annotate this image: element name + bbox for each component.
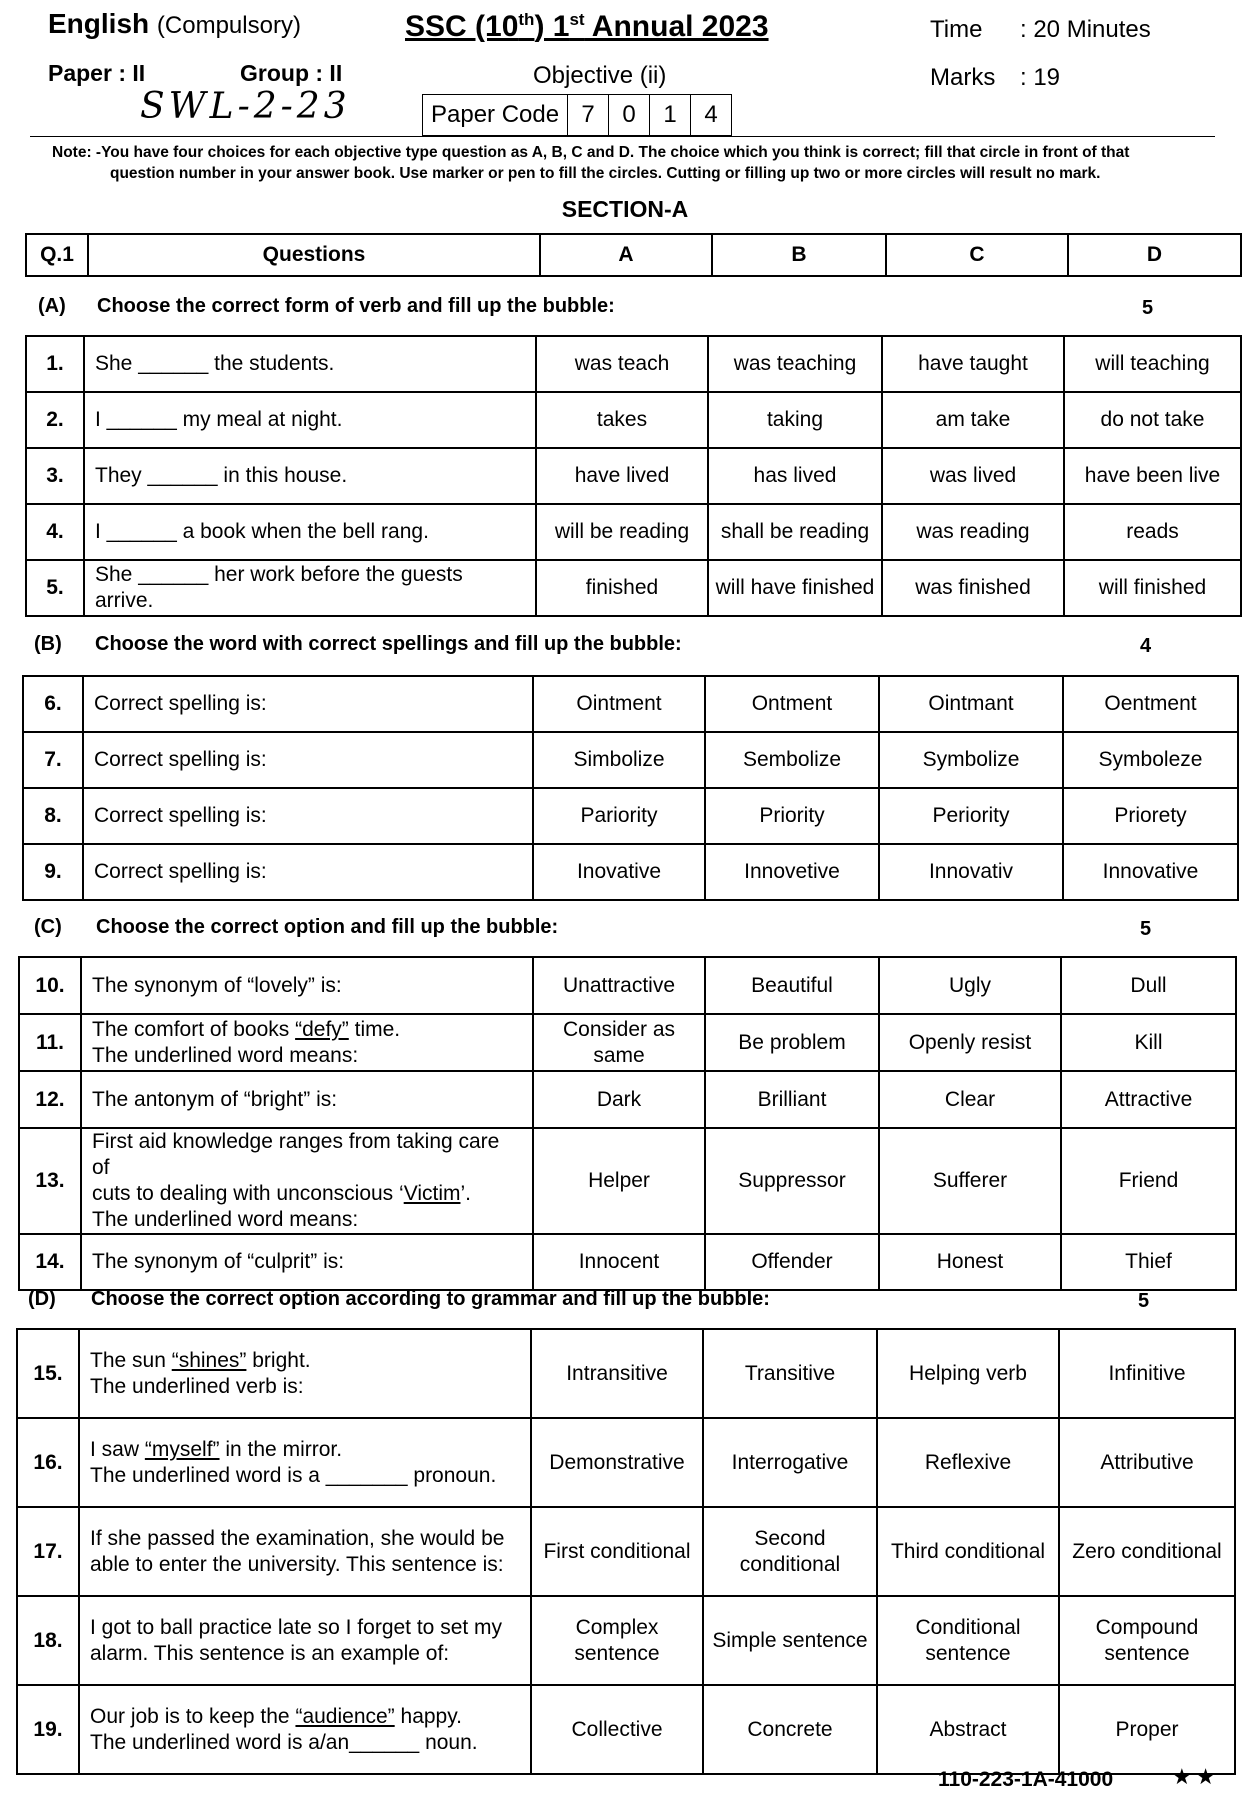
time-line [930, 16, 1151, 44]
option-d: Attractive [1061, 1071, 1236, 1128]
option-c: Clear [879, 1071, 1061, 1128]
option-b: Offender [705, 1234, 879, 1290]
option-c: Periority [879, 788, 1063, 844]
option-a: Helper [533, 1128, 705, 1234]
option-b: Beautiful [705, 957, 879, 1014]
option-c: Third conditional [877, 1507, 1059, 1596]
question-line [90, 1437, 520, 1463]
option-b: Interrogative [703, 1418, 877, 1507]
option-b: has lived [708, 448, 882, 504]
option-c: Abstract [877, 1685, 1059, 1774]
subject-name: English [48, 8, 150, 39]
option-c: was reading [882, 504, 1064, 560]
text-span: The comfort of books [92, 1017, 296, 1041]
option-b: Innovetive [705, 844, 879, 900]
question-text [79, 1507, 531, 1596]
question-text: They ______ in this house. [84, 448, 536, 504]
question-text [79, 1329, 531, 1418]
option-c: Ugly [879, 957, 1061, 1014]
title-sup-th: th [518, 10, 535, 29]
underlined-word: “myself” [144, 1437, 220, 1461]
section-title: SECTION-A [561, 196, 689, 222]
option-c: was finished [882, 560, 1064, 616]
option-c: Ointmant [879, 676, 1063, 732]
option-b-header: B [712, 234, 886, 276]
question-text [79, 1596, 531, 1685]
option-a: Complex sentence [531, 1596, 703, 1685]
section-c-table [18, 956, 1237, 1291]
question-row [23, 844, 1238, 900]
section-b-marks: 4 [1140, 635, 1152, 657]
question-text: I ______ my meal at night. [84, 392, 536, 448]
paper-code-digit: 7 [568, 95, 609, 136]
option-d: Friend [1061, 1128, 1236, 1234]
time-value: : 20 Minutes [1020, 16, 1151, 43]
option-a: Demonstrative [531, 1418, 703, 1507]
option-c: Honest [879, 1234, 1061, 1290]
note-line-1: Note: -You have four choices for each objective type question as A, B, C and D. The choice which you think is correct; fill that circle in front of that [52, 144, 1130, 161]
option-b: Priority [705, 788, 879, 844]
option-d: Proper [1059, 1685, 1235, 1774]
text-span: The sun [90, 1348, 172, 1372]
question-number: 1. [26, 336, 84, 392]
column-header-table [25, 233, 1242, 277]
question-number: 17. [17, 1507, 79, 1596]
question-text: The synonym of “lovely” is: [81, 957, 533, 1014]
option-a: finished [536, 560, 708, 616]
option-b: will have finished [708, 560, 882, 616]
text-span: happy. [394, 1704, 463, 1728]
question-number: 9. [23, 844, 83, 900]
question-number: 10. [19, 957, 81, 1014]
option-b: Ontment [705, 676, 879, 732]
question-line [92, 1017, 522, 1043]
option-b: Brilliant [705, 1071, 879, 1128]
question-text: Correct spelling is: [83, 732, 533, 788]
option-b: Suppressor [705, 1128, 879, 1234]
option-b: Transitive [703, 1329, 877, 1418]
option-c: Symbolize [879, 732, 1063, 788]
question-row [17, 1329, 1235, 1418]
question-number: 8. [23, 788, 83, 844]
title-sup-st: st [569, 10, 585, 29]
option-d: Dull [1061, 957, 1236, 1014]
option-c: Sufferer [879, 1128, 1061, 1234]
option-b: Be problem [705, 1014, 879, 1071]
option-d: Innovative [1063, 844, 1238, 900]
option-d: reads [1064, 504, 1241, 560]
section-c-instruction: Choose the correct option and fill up the bubble: [96, 916, 559, 938]
question-number: 4. [26, 504, 84, 560]
option-d: Thief [1061, 1234, 1236, 1290]
q1-header: Q.1 [26, 234, 88, 276]
handwritten-note: SWL-2-23 [140, 86, 351, 127]
option-c: Openly resist [879, 1014, 1061, 1071]
option-a: Inovative [533, 844, 705, 900]
section-a-label: (A) [38, 295, 66, 317]
question-row [19, 957, 1236, 1014]
paper-label: Paper : II [48, 60, 146, 86]
question-number: 6. [23, 676, 83, 732]
paper-code-label: Paper Code [423, 95, 568, 136]
question-text: She ______ the students. [84, 336, 536, 392]
text-span: Our job is to keep the [90, 1704, 296, 1728]
question-row [26, 392, 1241, 448]
option-a: have lived [536, 448, 708, 504]
question-number: 2. [26, 392, 84, 448]
question-number: 15. [17, 1329, 79, 1418]
question-row [17, 1596, 1235, 1685]
title-mid: ) 1 [534, 10, 570, 43]
section-c-marks: 5 [1140, 918, 1152, 940]
option-a: was teach [536, 336, 708, 392]
option-a: Pariority [533, 788, 705, 844]
question-row [26, 336, 1241, 392]
option-a-header: A [540, 234, 712, 276]
section-b-table [22, 675, 1239, 901]
option-b: shall be reading [708, 504, 882, 560]
question-text [79, 1685, 531, 1774]
question-text: Correct spelling is: [83, 676, 533, 732]
question-text: Correct spelling is: [83, 844, 533, 900]
question-row [19, 1071, 1236, 1128]
section-d-instruction: Choose the correct option according to grammar and fill up the bubble: [91, 1288, 770, 1310]
question-row [17, 1418, 1235, 1507]
question-row [26, 448, 1241, 504]
question-row [26, 560, 1241, 616]
question-row [23, 676, 1238, 732]
question-line: The underlined word means: [92, 1208, 359, 1231]
option-a: Simbolize [533, 732, 705, 788]
question-row [23, 788, 1238, 844]
question-line: The underlined word is a/an______ noun. [90, 1730, 478, 1754]
option-d: do not take [1064, 392, 1241, 448]
question-text: She ______ her work before the guests arrive. [84, 560, 536, 616]
note-line-2: question number in your answer book. Use marker or pen to fill the circles. Cutting or filling up two or more circles will result no mark. [110, 165, 1101, 182]
option-a: Consider as same [533, 1014, 705, 1071]
title-post: Annual 2023 [584, 10, 769, 43]
option-c: Conditional sentence [877, 1596, 1059, 1685]
section-b-instruction: Choose the word with correct spellings and fill up the bubble: [95, 633, 682, 655]
text-span: time. [348, 1017, 401, 1041]
option-c: Reflexive [877, 1418, 1059, 1507]
text-span: ’. [460, 1182, 471, 1205]
question-text: The synonym of “culprit” is: [81, 1234, 533, 1290]
group-label: Group : II [240, 60, 343, 86]
question-line: The underlined verb is: [90, 1374, 304, 1398]
header-divider [30, 136, 1215, 137]
option-b: was teaching [708, 336, 882, 392]
objective-label: Objective (ii) [533, 62, 667, 89]
option-d: will finished [1064, 560, 1241, 616]
option-c-header: C [886, 234, 1068, 276]
question-number: 7. [23, 732, 83, 788]
text-span: cuts to dealing with unconscious ‘ [92, 1182, 404, 1205]
question-number: 5. [26, 560, 84, 616]
underlined-word: “shines” [171, 1348, 247, 1372]
paper-code-digit: 4 [691, 95, 732, 136]
paper-code-box [422, 94, 732, 136]
question-text [81, 1128, 533, 1234]
exam-title [405, 10, 769, 44]
question-number: 18. [17, 1596, 79, 1685]
question-row [26, 504, 1241, 560]
question-line: able to enter the university. This sentence is: [90, 1552, 504, 1576]
title-pre: SSC (10 [405, 10, 519, 43]
section-c-label: (C) [34, 916, 62, 938]
question-number: 14. [19, 1234, 81, 1290]
option-d: will teaching [1064, 336, 1241, 392]
text-span: in the mirror. [219, 1437, 343, 1461]
question-text: I ______ a book when the bell rang. [84, 504, 536, 560]
section-a-marks: 5 [1142, 297, 1154, 319]
subject-title [48, 8, 301, 40]
option-c: was lived [882, 448, 1064, 504]
option-d: have been live [1064, 448, 1241, 504]
option-d: Infinitive [1059, 1329, 1235, 1418]
question-line: The underlined word means: [92, 1043, 359, 1067]
option-b: taking [708, 392, 882, 448]
paper-code-digit: 0 [609, 95, 650, 136]
question-row [17, 1507, 1235, 1596]
option-d: Symboleze [1063, 732, 1238, 788]
footer-code: 110-223-1A-41000 [938, 1768, 1114, 1791]
option-d: Zero conditional [1059, 1507, 1235, 1596]
paper-code-digit: 1 [650, 95, 691, 136]
option-d-header: D [1068, 234, 1241, 276]
question-row [19, 1014, 1236, 1071]
section-d-label: (D) [28, 1288, 56, 1310]
section-d-table [16, 1328, 1236, 1775]
underlined-word: Victim [403, 1182, 461, 1205]
question-line: If she passed the examination, she would be [90, 1526, 505, 1550]
question-line [90, 1348, 520, 1374]
option-b: Simple sentence [703, 1596, 877, 1685]
question-line [90, 1704, 520, 1730]
question-line [92, 1181, 522, 1207]
question-line: The underlined word is a _______ pronoun. [90, 1463, 497, 1487]
instructions-note [52, 142, 1222, 184]
section-b-label: (B) [34, 633, 62, 655]
question-row [19, 1234, 1236, 1290]
option-c: Helping verb [877, 1329, 1059, 1418]
option-c: have taught [882, 336, 1064, 392]
option-a: Intransitive [531, 1329, 703, 1418]
question-number: 19. [17, 1685, 79, 1774]
section-d-marks: 5 [1138, 1290, 1150, 1312]
option-b: Concrete [703, 1685, 877, 1774]
option-d: Compound sentence [1059, 1596, 1235, 1685]
question-row [17, 1685, 1235, 1774]
question-number: 12. [19, 1071, 81, 1128]
option-d: Attributive [1059, 1418, 1235, 1507]
option-a: First conditional [531, 1507, 703, 1596]
option-a: takes [536, 392, 708, 448]
question-line: I got to ball practice late so I forget to set my [90, 1615, 503, 1639]
star-icon: ★★ [1172, 1764, 1220, 1789]
question-number: 13. [19, 1128, 81, 1234]
option-a: Unattractive [533, 957, 705, 1014]
questions-header: Questions [88, 234, 540, 276]
question-text: The antonym of “bright” is: [81, 1071, 533, 1128]
underlined-word: “defy” [295, 1017, 349, 1041]
option-d: Oentment [1063, 676, 1238, 732]
question-line: alarm. This sentence is an example of: [90, 1641, 450, 1665]
question-text [81, 1014, 533, 1071]
marks-line [930, 64, 1060, 92]
text-span: bright. [246, 1348, 311, 1372]
option-a: Dark [533, 1071, 705, 1128]
section-a-table [25, 335, 1242, 617]
question-number: 16. [17, 1418, 79, 1507]
section-a-instruction: Choose the correct form of verb and fill up the bubble: [97, 295, 615, 317]
option-c: Innovativ [879, 844, 1063, 900]
option-c: am take [882, 392, 1064, 448]
question-line: First aid knowledge ranges from taking care of [92, 1130, 500, 1179]
option-d: Priorety [1063, 788, 1238, 844]
option-d: Kill [1061, 1014, 1236, 1071]
option-a: Innocent [533, 1234, 705, 1290]
subject-note: (Compulsory) [156, 12, 301, 39]
option-b: Second conditional [703, 1507, 877, 1596]
marks-value: : 19 [1020, 64, 1061, 91]
option-a: Collective [531, 1685, 703, 1774]
question-row [23, 732, 1238, 788]
time-label: Time [930, 16, 983, 43]
option-b: Sembolize [705, 732, 879, 788]
question-number: 11. [19, 1014, 81, 1071]
marks-label: Marks [930, 64, 996, 91]
question-row [19, 1128, 1236, 1234]
text-span: I saw [90, 1437, 145, 1461]
question-text [79, 1418, 531, 1507]
question-number: 3. [26, 448, 84, 504]
option-a: will be reading [536, 504, 708, 560]
option-a: Ointment [533, 676, 705, 732]
underlined-word: “audience” [295, 1704, 395, 1728]
question-text: Correct spelling is: [83, 788, 533, 844]
